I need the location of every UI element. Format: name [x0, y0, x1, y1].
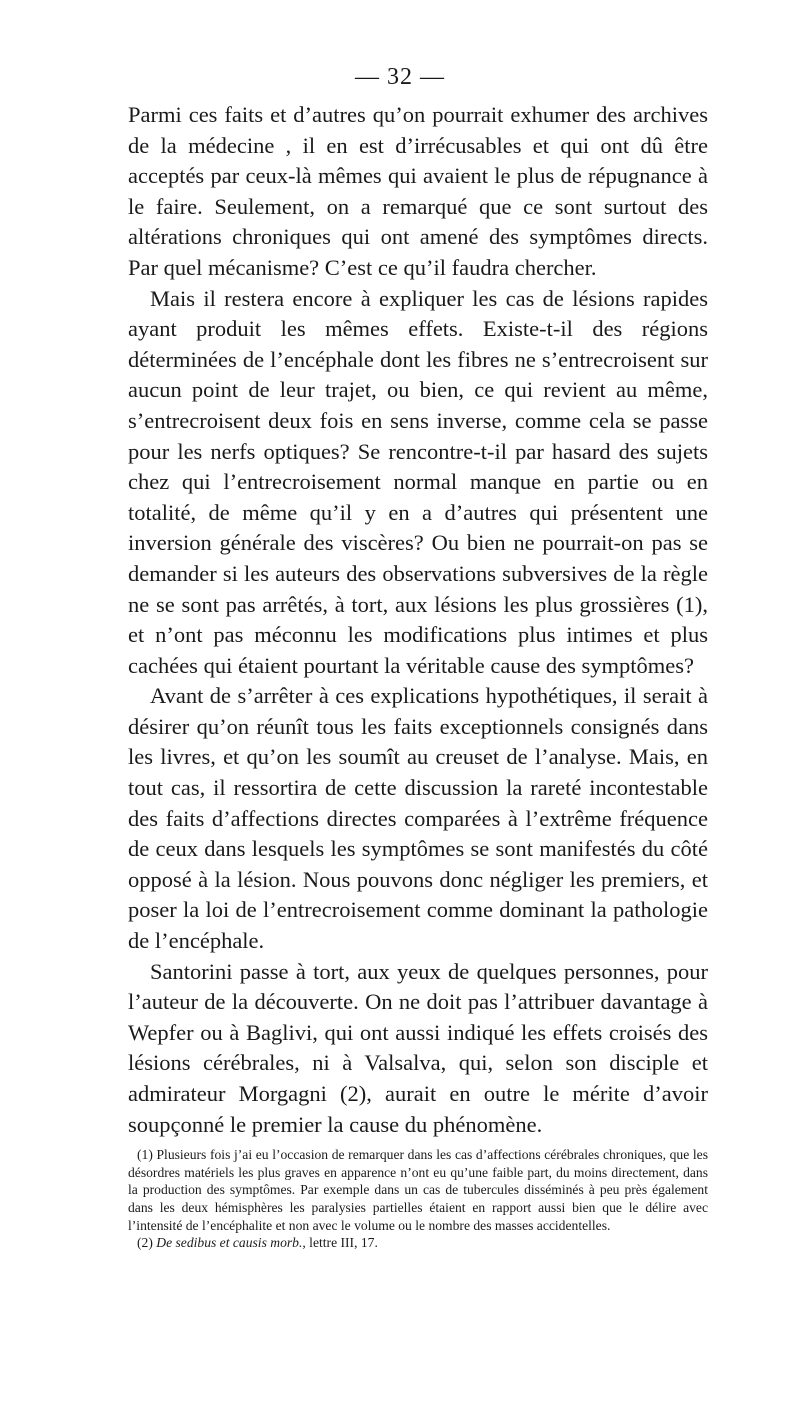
paragraph-2: Mais il restera encore à expliquer les cas de lésions rapides ayant produit les mêmes effets. Existe-t-il des régions déterminées de l’encéphale dont les fibres ne s’entrecroisent sur aucun point de leur trajet, ou bien, ce qui revient au même, s’entrecroisent deux fois en sens inverse, comme cela se passe pour les nerfs optiques? Se rencontre-t-il par hasard des sujets chez qui l’entrecroisement normal manque en partie ou en totalité, de même qu’il y en a d’autres qui présentent une inversion générale des viscères? Ou bien ne pourrait-on pas se demander si les auteurs des observations subversives de la règle ne se sont pas arrêtés, à tort, aux lésions les plus grossières (1), et n’ont pas méconnu les modifications plus intimes et plus cachées qui étaient pourtant la véritable cause des symptômes? [128, 285, 708, 678]
paragraph-3: Avant de s’arrêter à ces explications hypothétiques, il serait à désirer qu’on réunît tous les faits exceptionnels consignés dans les livres, et qu’on les soumît au creuset de l’analyse. Mais, en tout cas, il ressortira de cette discussion la rareté incontestable des faits d’affections directes comparées à l’extrême fréquence de ceux dans lesquels les symptômes se sont manifestés du côté opposé à la lésion. Nous pouvons donc négliger les premiers, et poser la loi de l’entrecroisement comme dominant la pathologie de l’encéphale. [128, 683, 708, 954]
footnote-1: (1) Plusieurs fois j’ai eu l’occasion de remarquer dans les cas d’affections cérébrales chroniques, que les désordres matériels les plus graves en apparence n’ont eu qu’une faible part, du moins directement, dans la production des symptômes. Par exemple dans un cas de tubercules disséminés à peu près également dans les deux hémisphères les paralysies partielles étaient en rapport aussi bien que le délire avec l’intensité de l’encéphalite et non avec le volume ou le nombre des masses accidentelles. [128, 1147, 708, 1233]
paragraph-4: Santorini passe à tort, aux yeux de quelques personnes, pour l’auteur de la découverte. On ne doit pas l’attribuer davantage à Wepfer ou à Baglivi, qui ont aussi indiqué les effets croisés des lésions cérébrales, ni à Valsalva, qui, selon son disciple et admirateur Morgagni (2), aurait en outre le mérite d’avoir soupçonné le premier la cause du phénomène. [128, 958, 708, 1137]
page-number: — 32 — [355, 64, 445, 90]
body-text [128, 100, 708, 1252]
paragraph-1: Parmi ces faits et d’autres qu’on pourrait exhumer des archives de la médecine , il en est d’irrécusables et qui ont dû être acceptés par ceux-là mêmes qui avaient le plus de répugnance à le faire. Seulement, on a remarqué que ce sont surtout des altérations chroniques qui ont amené des symptômes directs. Par quel mécanisme? C’est ce qu’il faudra chercher. [128, 102, 708, 280]
footnote-2 [128, 1234, 708, 1252]
footnote-2-title: De sedibus et causis morb. [156, 1235, 303, 1251]
footnotes [128, 1146, 708, 1252]
footnote-2-reference: , lettre III, 17. [302, 1235, 378, 1251]
footnote-2-number: (2) [137, 1235, 157, 1251]
